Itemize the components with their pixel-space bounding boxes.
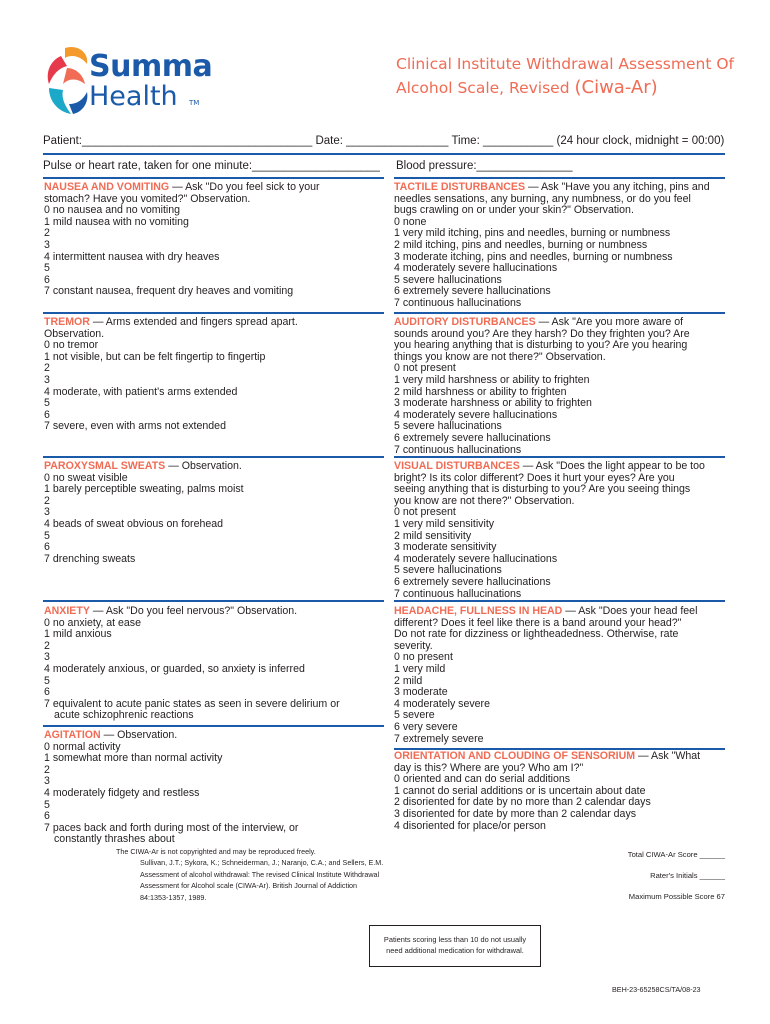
- blood-pressure-line: Blood pressure:_______________: [396, 160, 573, 172]
- scoring-note-box: Patients scoring less than 10 do not usually need additional medication for withdrawal.: [369, 925, 541, 967]
- logo-tm: TM: [189, 99, 200, 107]
- section-tactile-disturbances: TACTILE DISTURBANCES — Ask "Have you any itching, pins and needles sensations, any burning, any numbness, or do you feel bugs crawling on or under your skin?" Observation. 0 none 1 very mild itching, pins and needles, burning or numbness 2 mild itching, pins and needles, burning or numbness 3 moderate itching, pins and needles, burning or numbness 4 moderately severe hallucinations 5 severe hallucinations 6 extremely severe hallucinations 7 continuous hallucinations: [394, 181, 710, 309]
- section-visual-disturbances: VISUAL DISTURBANCES — Ask "Does the light appear to be too bright? Is its color different? Does it hurt your eyes? Are you seeing anything that is disturbing to you? Are you seeing things you know are not there?" Observation. 0 not present 1 very mild sensitivity 2 mild sensitivity 3 moderate sensitivity 4 moderately severe hallucinations 5 severe hallucinations 6 extremely severe hallucinations 7 continuous hallucinations: [394, 460, 705, 600]
- title-line-2b: (Ciwa-Ar): [574, 77, 658, 98]
- logo-summa-text: Summa: [89, 49, 213, 84]
- heading-orientation: ORIENTATION AND CLOUDING OF SENSORIUM: [394, 750, 636, 762]
- heading-sweats: PAROXYSMAL SWEATS: [44, 460, 166, 472]
- left-column-divider: [43, 177, 384, 179]
- summa-logo-mark-icon: [43, 44, 93, 120]
- divider-after-nausea: [43, 312, 384, 314]
- title-line-1: Clinical Institute Withdrawal Assessment Of: [396, 55, 734, 73]
- section-headache: HEADACHE, FULLNESS IN HEAD — Ask "Does your head feel different? Does it feel like there is a band around your head?" Do not rate for dizziness or lightheadedness. Otherwise, rate severity. 0 no present 1 very mild 2 mild 3 moderate 4 moderately severe 5 severe 6 very severe 7 extremely severe: [394, 605, 698, 745]
- rater-initials-field: Rater's Initials ______: [650, 871, 725, 880]
- title-line-2a: Alcohol Scale, Revised: [396, 79, 575, 97]
- logo-health-text: Health: [89, 81, 178, 112]
- patient-info-line: Patient:____________________________________ Date: ________________ Time: ___________ (24 hour clock, midnight = 00:00): [43, 135, 725, 147]
- section-tremor: TREMOR — Arms extended and fingers spread apart. Observation. 0 no tremor 1 not visible, but can be felt fingertip to fingertip 2 3 4 moderate, with patient's arms extended 5 6 7 severe, even with arms not extended: [44, 316, 298, 433]
- divider-after-tactile: [394, 312, 725, 314]
- copyright-note: The CIWA-Ar is not copyrighted and may be reproduced freely.: [116, 847, 316, 856]
- divider-after-sweats: [43, 600, 384, 602]
- heading-agitation: AGITATION: [44, 729, 101, 741]
- section-auditory-disturbances: AUDITORY DISTURBANCES — Ask "Are you more aware of sounds around you? Are they harsh? Do they frighten you? Are you hearing anything that is disturbing to you? Are you hearing things you know are not there?" Observation. 0 not present 1 very mild harshness or ability to frighten 2 mild harshness or ability to frighten 3 moderate harshness or ability to frighten 4 moderately severe hallucinations 5 severe hallucinations 6 extremely severe hallucinations 7 continuous hallucinations: [394, 316, 690, 456]
- divider-after-visual: [394, 600, 725, 602]
- citation: Sullivan, J.T.; Sykora, K.; Schneiderman, J.; Naranjo, C.A.; and Sellers, E.M. Assessment of alcohol withdrawal: The revised Clinical Institute Withdrawal Assessment for Alcohol scale (CIWA-Ar). British Journal of Addiction 84:1353-1357, 1989.: [140, 858, 384, 902]
- pulse-line: Pulse or heart rate, taken for one minute:____________________: [43, 160, 380, 172]
- form-code: BEH-23-65258CS/TA/08-23: [612, 985, 701, 994]
- divider-after-auditory: [394, 456, 725, 458]
- form-title: [396, 52, 736, 100]
- max-score: Maximum Possible Score 67: [628, 892, 725, 901]
- title-line-2: [396, 76, 736, 100]
- section-anxiety: ANXIETY — Ask "Do you feel nervous?" Observation. 0 no anxiety, at ease 1 mild anxious 2 3 4 moderately anxious, or guarded, so anxiety is inferred 5 6 7 equivalent to acute panic states as seen in severe delirium or acute schizophrenic reactions: [44, 605, 340, 722]
- summa-health-logo: [43, 44, 213, 120]
- heading-headache: HEADACHE, FULLNESS IN HEAD: [394, 605, 563, 617]
- heading-visual: VISUAL DISTURBANCES: [394, 460, 520, 472]
- right-column-divider: [394, 177, 725, 179]
- total-score-field: Total CIWA-Ar Score ______: [627, 850, 725, 859]
- section-paroxysmal-sweats: PAROXYSMAL SWEATS — Observation. 0 no sweat visible 1 barely perceptible sweating, palms moist 2 3 4 beads of sweat obvious on forehead 5 6 7 drenching sweats: [44, 460, 244, 565]
- heading-nausea: NAUSEA AND VOMITING: [44, 181, 170, 193]
- heading-tactile: TACTILE DISTURBANCES: [394, 181, 526, 193]
- section-agitation: AGITATION — Observation. 0 normal activity 1 somewhat more than normal activity 2 3 4 moderately fidgety and restless 5 6 7 paces back and forth during most of the interview, or constantly thrashes about: [44, 729, 299, 846]
- divider-after-anxiety: [43, 725, 384, 727]
- divider-after-tremor: [43, 456, 384, 458]
- heading-anxiety: ANXIETY: [44, 605, 90, 617]
- heading-tremor: TREMOR: [44, 316, 90, 328]
- section-orientation: ORIENTATION AND CLOUDING OF SENSORIUM — Ask "What day is this? Where are you? Who am I?" 0 oriented and can do serial additions 1 cannot do serial additions or is uncertain about date 2 disoriented for date by no more than 2 calendar days 3 disoriented for date by more than 2 calendar days 4 disoriented for place/or person: [394, 750, 701, 832]
- heading-auditory: AUDITORY DISTURBANCES: [394, 316, 536, 328]
- header-divider: [43, 153, 725, 155]
- section-nausea-vomiting: NAUSEA AND VOMITING — Ask "Do you feel sick to your stomach? Have you vomited?" Observation. 0 no nausea and no vomiting 1 mild nausea with no vomiting 2 3 4 intermittent nausea with dry heaves 5 6 7 constant nausea, frequent dry heaves and vomiting: [44, 181, 320, 298]
